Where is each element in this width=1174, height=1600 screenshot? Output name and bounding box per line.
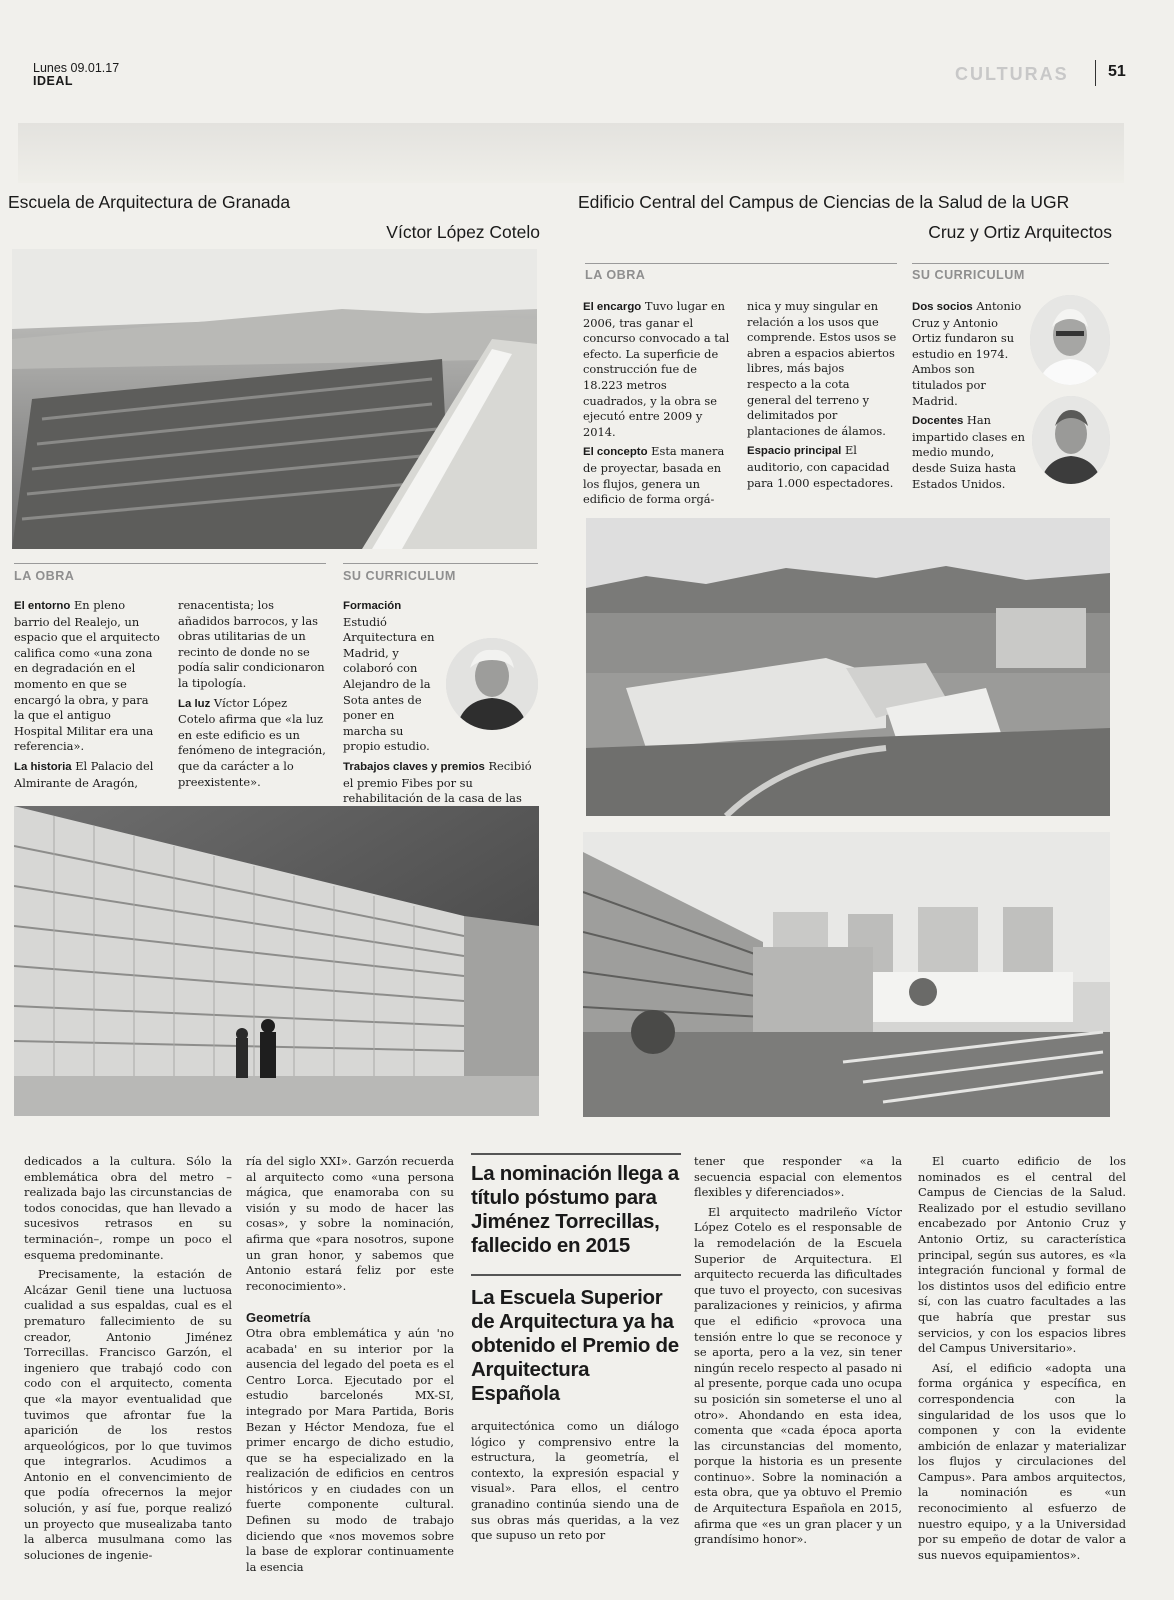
article-col3: arquitectónica como un diálogo lógico y comprensivo entre la estructura, la geometría, el contexto, la expresión espacial y visual». Para ellos, el centro granadino continúa siendo una de sus obras más queridas, a la vez que supuso un reto por xyxy=(471,1419,679,1543)
right-curriculum-text: Dos socios Antonio Cruz y Antonio Ortiz fundaron su estudio en 1974. Ambos son titulados por Madrid. Docentes Han impartido clases en medio mundo, desde Suiza hasta Estados Unidos. xyxy=(912,299,1025,491)
newspaper-name: IDEAL xyxy=(33,74,73,88)
photo-campus-aerial xyxy=(586,518,1110,816)
portrait-antonio-ortiz xyxy=(1032,396,1110,484)
article-col5: El cuarto edificio de los nominados es el central del Campus de Ciencias de la Salud. Realizado por el estudio sevillano encabezado por Antonio Cruz y Antonio Ortiz, su característica principal, según sus autores, es «la integración funcional y formal de los distintos usos del edificio entre sí, con las cuatro facultades a las que habría que prestar sus servicios, y con los espacios libres del Campus Universitario». Así, el edificio «adopta una forma orgánica y específica, en correspondencia con la singularidad de los usos que lo componen y con la evidente ambición de enlazar y materializar los flujos y circulaciones del Campus». Para ambos arquitectos, la nominación es «un reconocimiento al esfuerzo de nuestro equipo, y a la Universidad por su empeño de dotar de valor a sus nuevos equipamientos». xyxy=(918,1154,1126,1562)
background-band xyxy=(18,123,1124,183)
article-col1: dedicados a la cultura. Sólo la emblemática obra del metro –realizada bajo las circunstancias de todos conocidas, que han llevado a sucesivos retrasos en su terminación–, rompe un poco el esquema predominante. Precisamente, la estación de Alcázar Genil tiene una luctuosa cualidad a sus espaldas, cual es el prematuro fallecimiento de su creador, Antonio Jiménez Torrecillas. Francisco Garzón, el ingeniero que trabajó codo con codo con el arquitecto, comenta que «la mayor eventualidad que tuvimos que afrontar fue la aparición de los restos arqueológicos, por lo que tuvimos que integrarlos. Acudimos a Antonio en el convencimiento de que podía ofrecernos la mejor solución, y así fue, porque realizó un proyecto que musealizaba tanto la alberca musulmana como las soluciones de ingenie- xyxy=(24,1154,232,1562)
left-curriculum-rule xyxy=(343,563,538,564)
subhead-geometria: Geometría xyxy=(246,1310,311,1326)
right-architect: Cruz y Ortiz Arquitectos xyxy=(928,222,1112,242)
left-obra-col1: El entorno En pleno barrio del Realejo, un espacio que el arquitecto califica como «una zona en degradación en el momento en que se encargó la obra, y para la que el antiguo Hospital Militar era una referencia». La historia El Palacio del Almirante de Aragón, xyxy=(14,598,160,790)
right-title: Edificio Central del Campus de Ciencias de la Salud de la UGR xyxy=(578,192,1070,212)
article-col2: ría del siglo XXI». Garzón recuerda al arquitecto como «una persona mágica, que enamoraba con su visión y su modo de hacer las cosas», y sobre la nominación, afirma que «para nosotros, supone un gran honor, y sabemos que Antonio estará feliz por este reconocimiento». Geometría Otra obra emblemática y aún 'no acabada' en su interior por la ausencia del legado del poeta es el Centro Lorca. Ejecutado por el estudio barcelonés MX-SI, integrado por Mara Partida, Boris Bezan y Héctor Mendoza, fue el primer encargo de dicho estudio, que se ha especializado en la realización de edificios en centros históricos y en ciudades con un fuerte componente cultural. Definen su modo de trabajo diciendo que «nos movemos sobre la base de explorar continuamente la esencia xyxy=(246,1154,454,1574)
left-architect: Víctor López Cotelo xyxy=(386,222,540,242)
left-title: Escuela de Arquitectura de Granada xyxy=(8,192,291,212)
right-obra-col1: El encargo Tuvo lugar en 2006, tras ganar el concurso convocado a tal efecto. La superficie de construcción fue de 18.223 metros cuadrados, y la obra se ejecutó entre 2009 y 2014. El concepto Esta manera de proyectar, basada en los flujos, genera un edificio de forma orgá- xyxy=(583,299,730,507)
left-curriculum-label: SU CURRICULUM xyxy=(343,569,456,583)
photo-auditorium-interior xyxy=(12,249,537,549)
right-obra-label: LA OBRA xyxy=(585,268,646,282)
right-curriculum-label: SU CURRICULUM xyxy=(912,268,1025,282)
right-obra-col2: nica y muy singular en relación a los usos que comprende. Estos usos se abren a espacios abiertos libres, más bajos respecto a la cota general del terreno y delimitados por plantaciones de álamos. Espacio principal El auditorio, con capacidad para 1.000 espectadores. xyxy=(747,299,897,490)
article-col4: tener que responder «a la secuencia espacial con elementos flexibles y diferenciados». El arquitecto madrileño Víctor López Cotelo es el responsable de la remodelación de la Escuela Superior de Arquitectura. El arquitecto recuerda las dificultades que tuvo el proyecto, con sucesivas paralizaciones y reinicios, y afirma que el edificio «provoca una tensión entre lo que se reconoce y se aporta, pero a la vez, sin tener ningún recelo respecto al pasado ni al presente, porque cada uno ocupa su posición sin someterse el uno al otro». Ahondando en esta idea, comenta que «cada época aporta las circunstancias del momento, porque la historia es un presente continuo». Sobre la nominación a esta obra, que ya obtuvo el Premio de Arquitectura Española en 2015, afirma que «es un gran placer y un grandísimo honor». xyxy=(694,1154,902,1547)
highlight-escuela-premio: La Escuela Superior de Arquitectura ya ha obtenido el Premio de Arquitectura Española xyxy=(471,1286,679,1405)
highlight1-rule xyxy=(471,1153,681,1155)
highlight-posthumous: La nominación llega a título póstumo para Jiménez Torrecillas, fallecido en 2015 xyxy=(471,1162,679,1257)
right-curriculum-rule xyxy=(912,263,1109,264)
page-number: 51 xyxy=(1108,63,1126,80)
header-divider xyxy=(1095,60,1096,86)
highlight2-rule xyxy=(471,1274,681,1276)
photo-school-facade xyxy=(14,806,539,1116)
left-obra-col2: renacentista; los añadidos barrocos, y las obras utilitarias de un recinto de donde no se podía salir condicionaron la tipología. La luz Víctor López Cotelo afirma que «la luz en este edificio es un fenómeno de integración, que da carácter a lo preexistente». xyxy=(178,598,326,789)
left-obra-label: LA OBRA xyxy=(14,569,75,583)
section-name: CULTURAS xyxy=(955,64,1069,84)
issue-date: Lunes 09.01.17 xyxy=(33,61,120,75)
right-obra-rule xyxy=(585,263,897,264)
portrait-lopez-cotelo xyxy=(446,638,538,730)
left-curriculum-text: Formación Estudió Arquitectura en Madrid, y colaboró con Alejandro de la Sota antes de poner en marcha su propio estudio. Trabajos claves y premios Recibió el premio Fibes por su rehabilitación de la casa de las xyxy=(343,598,538,842)
portrait-antonio-cruz xyxy=(1030,295,1110,385)
photo-campus-building xyxy=(583,832,1110,1117)
left-obra-rule xyxy=(14,563,326,564)
